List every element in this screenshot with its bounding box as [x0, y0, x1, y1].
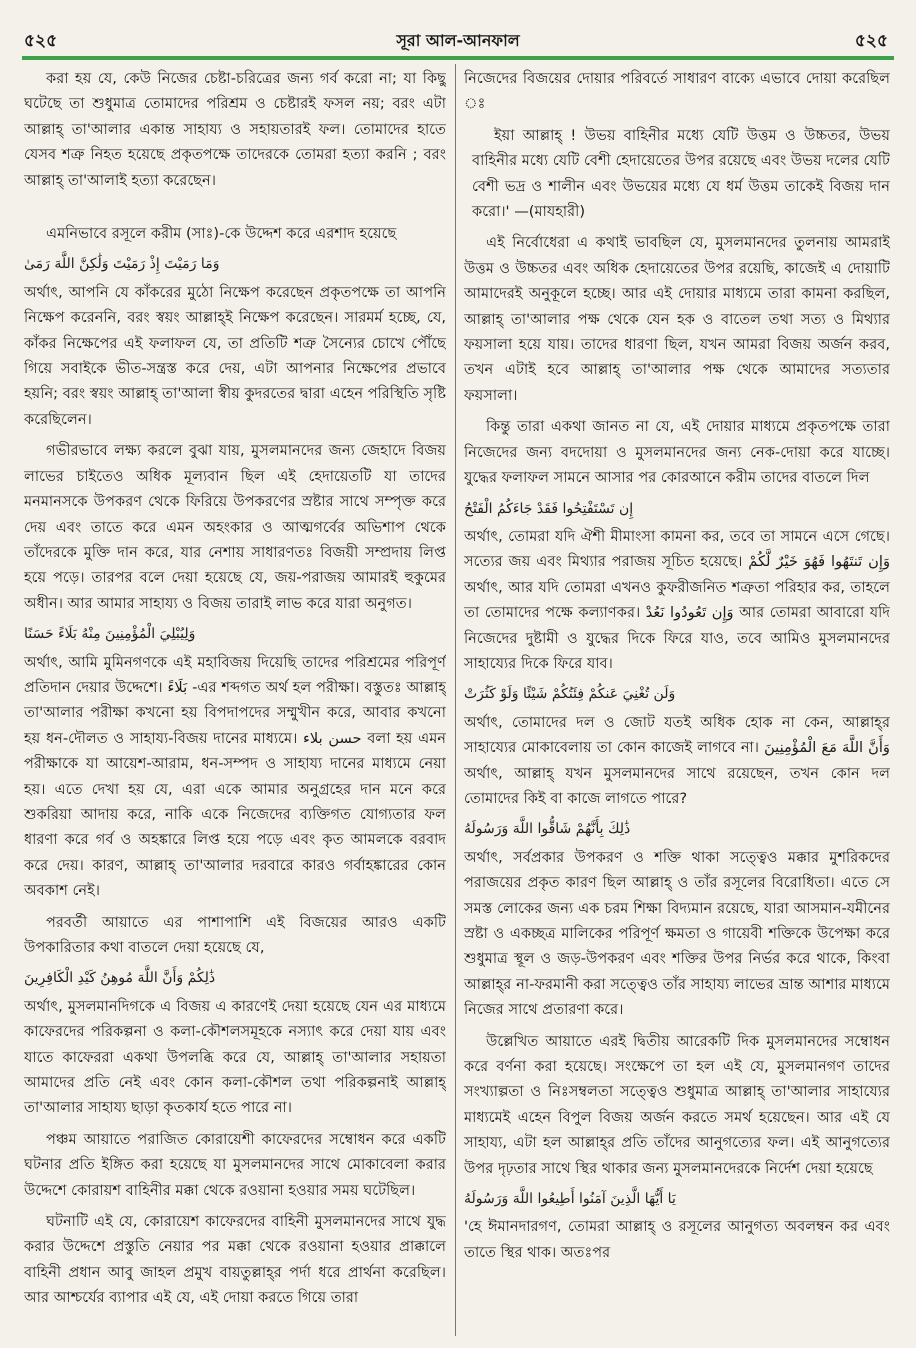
column-divider	[455, 64, 456, 1336]
paragraph: করা হয় যে, কেউ নিজের চেষ্টা-চরিত্রের জন্য গর্ব করো না; যা কিছু ঘটেছে তা শুধুমাত্র তোমাদের পরিশ্রম ও চেষ্টারই ফসল নয়; বরং এটা আল্লাহ্‌ তা'আলার একান্ত সাহায্য ও সহায়তারই ফল। তোমাদের হাতে যেসব শত্রু নিহত হয়েছে প্রকৃতপক্ষে তাদেরকে তোমরা হত্যা করনি ; বরং আল্লাহ্‌ তা'আলাই হত্যা করেছেন।	[24, 70, 446, 189]
paragraph: পরবর্তী আয়াতে এর পাশাপাশি এই বিজয়ের আরও একটি উপকারিতার কথা বাতলে দেয়া হয়েছে যে,	[24, 913, 446, 956]
page-number-right: ৫২৫	[854, 31, 888, 51]
page-number-left: ৫২৫	[24, 31, 58, 51]
paragraph: অর্থাৎ, তোমরা যদি ঐশী মীমাংসা কামনা কর, তবে তা সামনে এসে গেছে। সত্যের জয় এবং মিথ্যার পরাজয় সূচিত হয়েছে। وَإِن تَنتَهُوا فَهُوَ خَيْرٌ لَّكُمْ অর্থাৎ, আর যদি তোমরা এখনও কুফরীজনিত শত্রুতা পরিহার কর, তাহলে তা তোমাদের পক্ষে কল্যাণকর। وَإِن تَعُودُوا نَعُدْ আর তোমরা আবারো যদি নিজেদের দুষ্টামী ও যুদ্ধের দিকে ফিরে যাও, তবে আমিও মুসলমানদের সাহায্যের দিকে ফিরে যাব।	[464, 527, 890, 672]
left-column	[24, 66, 446, 1338]
paragraph: পঞ্চম আয়াতে পরাজিত কোরায়েশী কাফেরদের সম্বোধন করে একটি ঘটনার প্রতি ইঙ্গিত করা হয়েছে যা মুসলমানদের সাথে মোকাবেলা করার উদ্দেশে কোরায়শ বাহিনীর মক্কা থেকে রওয়ানা হওয়ার সময় ঘটেছিল।	[24, 1130, 446, 1199]
arabic-verse: ذَٰلِكَ بِأَنَّهُمْ شَاقُّوا اللَّهَ وَرَسُولَهُ	[464, 821, 631, 838]
paragraph: ইয়া আল্লাহ্‌ ! উভয় বাহিনীর মধ্যে যেটি উত্তম ও উচ্চতর, উভয় বাহিনীর মধ্যে যেটি বেশী হেদায়েতের উপর রয়েছে এবং উভয় দলের যেটি বেশী ভদ্র ও শালীন এবং উভয়ের মধ্যে যে ধর্ম উত্তম তাকেই বিজয় দান করো।' —(মাযহারী)	[472, 126, 890, 221]
paragraph: অর্থাৎ, সর্বপ্রকার উপকরণ ও শক্তি থাকা সত্ত্বেও মক্কার মুশরিকদের পরাজয়ের প্রকৃত কারণ ছিল আল্লাহ্‌ ও তাঁর রসূলের বিরোধিতা। এতে সে সমস্ত লোকের জন্য এক চরম শিক্ষা বিদ্যমান রয়েছে, যারা আসমান-যমীনের স্রষ্টা ও একচ্ছত্র মালিকের পরিপূর্ণ ক্ষমতা ও গায়েবী শক্তিকে উপেক্ষা করে শুধুমাত্র স্থূল ও জড়-উপকরণ এবং শক্তির উপর নির্ভর করে থাকে, কিংবা আল্লাহ্‌র না-ফরমানী করা সত্ত্বেও তাঁর সাহায্য লাভের ভ্রান্ত আশার মাধ্যমে নিজের সাথে প্রতারণা করে।	[464, 848, 890, 1019]
header-rule	[22, 56, 894, 60]
paragraph: কিন্তু তারা একথা জানত না যে, এই দোয়ার মাধ্যমে প্রকৃতপক্ষে তারা নিজেদের জন্য বদদোয়া ও মুসলমানদের জন্য নেক-দোয়া করে যাচ্ছে। যুদ্ধের ফলাফল সামনে আসার পর কোরআনে করীম তাদের বাতলে দিল	[464, 418, 890, 487]
paragraph: উল্লেখিত আয়াতে এরই দ্বিতীয় আরেকটি দিক মুসলমানদের সম্বোধন করে বর্ণনা করা হয়েছে। সংক্ষেপে তা হল এই যে, মুসলমানগণ তাদের সংখ্যাল্পতা ও নিঃসম্বলতা সত্ত্বেও শুধুমাত্র আল্লাহ্‌ তা'আলার সাহায্যের মাধ্যমেই এহেন বিপুল বিজয় অর্জন করতে সমর্থ হয়েছেন। আর এই যে সাহায্য, এটা হল আল্লাহ্‌র প্রতি তাঁদের আনুগত্যের ফল। এই আনুগত্যের উপর দৃঢ়তার সাথে স্থির থাকার জন্য মুসলমানদেরকে নির্দেশ দেয়া হয়েছে	[464, 1032, 890, 1177]
arabic-verse: وَمَا رَمَيْتَ إِذْ رَمَيْتَ وَلَٰكِنَّ اللَّهَ رَمَىٰ	[24, 256, 220, 273]
paragraph: অর্থাৎ, তোমাদের দল ও জোট যতই অধিক হোক না কেন, আল্লাহ্‌র সাহায্যের মোকাবেলায় তা কোন কাজেই লাগবে না। وَأَنَّ اللَّهَ مَعَ الْمُؤْمِنِينَ অর্থাৎ, আল্লাহ্‌ যখন মুসলমানদের সাথে রয়েছেন, তখন কোন দল তোমাদের কিই বা কাজে লাগতে পারে?	[464, 713, 890, 807]
arabic-verse: إِن تَسْتَفْتِحُوا فَقَدْ جَاءَكُمُ الْفَتْحُ	[464, 500, 634, 517]
paragraph: 'হে ঈমানদারগণ, তোমরা আল্লাহ্‌ ও রসূলের আনুগত্য অবলম্বন কর এবং তাতে স্থির থাক। অতঃপর	[464, 1218, 890, 1261]
arabic-verse: وَلِيُبْلِيَ الْمُؤْمِنِينَ مِنْهُ بَلَاءً حَسَنًا	[24, 626, 196, 643]
paragraph: অর্থাৎ, আপনি যে কাঁকরের মুঠো নিক্ষেপ করেছেন প্রকৃতপক্ষে তা আপনি নিক্ষেপ করেননি, বরং স্বয়ং আল্লাহ্‌ই নিক্ষেপ করেছেন। সারমর্ম হচ্ছে, যে, কাঁকর নিক্ষেপের এই ফলাফল যে, তা প্রতিটি শত্রু সৈন্যের চোখে পৌঁছে গিয়ে সবাইকে ভীত-সন্ত্রস্ত করে দেয়, এটা আপনার নিক্ষেপের প্রভাবে হয়নি; বরং স্বয়ং আল্লাহ্‌ তা'আলা স্বীয় কুদরতের দ্বারা এহেন পরিস্থিতি সৃষ্টি করেছিলেন।	[24, 283, 446, 428]
arabic-verse: ذَٰلِكُمْ وَأَنَّ اللَّهَ مُوهِنُ كَيْدِ الْكَافِرِينَ	[24, 970, 216, 987]
arabic-verse: وَلَن تُغْنِيَ عَنكُمْ فِئَتُكُمْ شَيْئًا وَلَوْ كَثُرَتْ	[464, 686, 676, 703]
paragraph: ঘটনাটি এই যে, কোরায়েশ কাফেরদের বাহিনী মুসলমানদের সাথে যুদ্ধ করার উদ্দেশে প্রস্তুতি নেয়ার পর মক্কা থেকে রওয়ানা হওয়ার প্রাক্কালে বাহিনী প্রধান আবু জাহল প্রমুখ বায়তুল্লাহ্‌র পর্দা ধরে প্রার্থনা করেছিল। আর আশ্চর্যের ব্যাপার এই যে, এই দোয়া করতে গিয়ে তারা	[24, 1213, 446, 1307]
surah-title: সূরা আল-আনফাল	[396, 31, 520, 50]
paragraph: অর্থাৎ, আমি মুমিনগণকে এই মহাবিজয় দিয়েছি তাদের পরিশ্রমের পরিপূর্ণ প্রতিদান দেয়ার উদ্দেশে। بَلَاءً -এর শব্দগত অর্থ হল পরীক্ষা। বস্তুতঃ আল্লাহ্‌ তা'আলার পরীক্ষা কখনো হয় বিপদাপদের সম্মুখীন করে, আবার কখনো হয় ধন-দৌলত ও সাহায্য-বিজয় দানের মাধ্যমে। حسن بلاء বলা হয় এমন পরীক্ষাকে যা আয়েশ-আরাম, ধন-সম্পদ ও সাহায্য দানের মাধ্যমে নেয়া হয়। এতে দেখা হয় যে, এরা একে আমার অনুগ্রহের দান মনে করে শুকরিয়া আদায় করে, নাকি একে নিজেদের ব্যক্তিগত যোগ্যতার ফল ধারণা করে গর্ব ও অহঙ্কারে লিপ্ত হয়ে পড়ে এবং কৃত আমলকে বরবাদ করে দেয়। কারণ, আল্লাহ্‌ তা'আলার দরবারে কারও গর্বাহঙ্কারের কোন অবকাশ নেই।	[24, 653, 446, 900]
page-header	[0, 0, 916, 60]
paragraph: এই নির্বোধেরা এ কথাই ভাবছিল যে, মুসলমানদের তুলনায় আমরাই উত্তম ও উচ্চতর এবং অধিক হেদায়েতের উপর রয়েছি, কাজেই এ দোয়াটি আমাদেরই অনুকূলে হচ্ছে। আর এই দোয়ার মাধ্যমে তারা কামনা করছিল, আল্লাহ্‌ তা'আলার পক্ষ থেকে যেন হক ও বাতেল তথা সত্য ও মিথ্যার ফয়সালা হয়ে যায়। তাদের ধারণা ছিল, যখন আমরা বিজয় অর্জন করব, তখন এটাই হবে আল্লাহ্‌ তা'আলার পক্ষ থেকে আমাদের সত্যতার ফয়সালা।	[464, 234, 890, 404]
paragraph: এমনিভাবে রসূলে করীম (সাঃ)-কে উদ্দেশ করে এরশাদ হয়েছে	[46, 225, 397, 243]
paragraph: অর্থাৎ, মুসলমানদিগকে এ বিজয় এ কারণেই দেয়া হয়েছে যেন এর মাধ্যমে কাফেরদের পরিকল্পনা ও কলা-কৌশলসমূহকে নস্যাৎ করে দেয়া যায় এবং যাতে কাফেররা একথা উপলব্ধি করে যে, আল্লাহ্‌ তা'আলার সহায়তা আমাদের প্রতি নেই এবং কোন কলা-কৌশল তথা পরিকল্পনাই আল্লাহ্‌ তা'আলার সাহায্য ছাড়া কৃতকার্য হতে পারে না।	[24, 997, 446, 1117]
arabic-verse: يَا أَيُّهَا الَّذِينَ آمَنُوا أَطِيعُوا اللَّهَ وَرَسُولَهُ	[464, 1191, 676, 1208]
paragraph: গভীরভাবে লক্ষ্য করলে বুঝা যায়, মুসলমানদের জন্য জেহাদে বিজয় লাভের চাইতেও অধিক মূল্যবান ছিল এই হেদায়েতটি যা তাদের মনমানসকে উপকরণ থেকে ফিরিয়ে উপকরণের স্রষ্টার সাথে সম্পৃক্ত করে দেয় এবং তাতে করে এমন অহংকার ও আত্মগর্বের অভিশাপ থেকে তাঁদেরকে মুক্তি দান করে, যার নেশায় সাধারণতঃ বিজয়ী সম্প্রদায় লিপ্ত হয়ে পড়ে। তারপর বলে দেয়া হয়েছে যে, জয়-পরাজয় আমারই হুকুমের অধীন। আর আমার সাহায্য ও বিজয় তারাই লাভ করে যারা অনুগত।	[24, 442, 446, 612]
right-column	[464, 66, 890, 1338]
paragraph: নিজেদের বিজয়ের দোয়ার পরিবর্তে সাধারণ বাক্যে এভাবে দোয়া করেছিল ঃ	[464, 70, 890, 113]
